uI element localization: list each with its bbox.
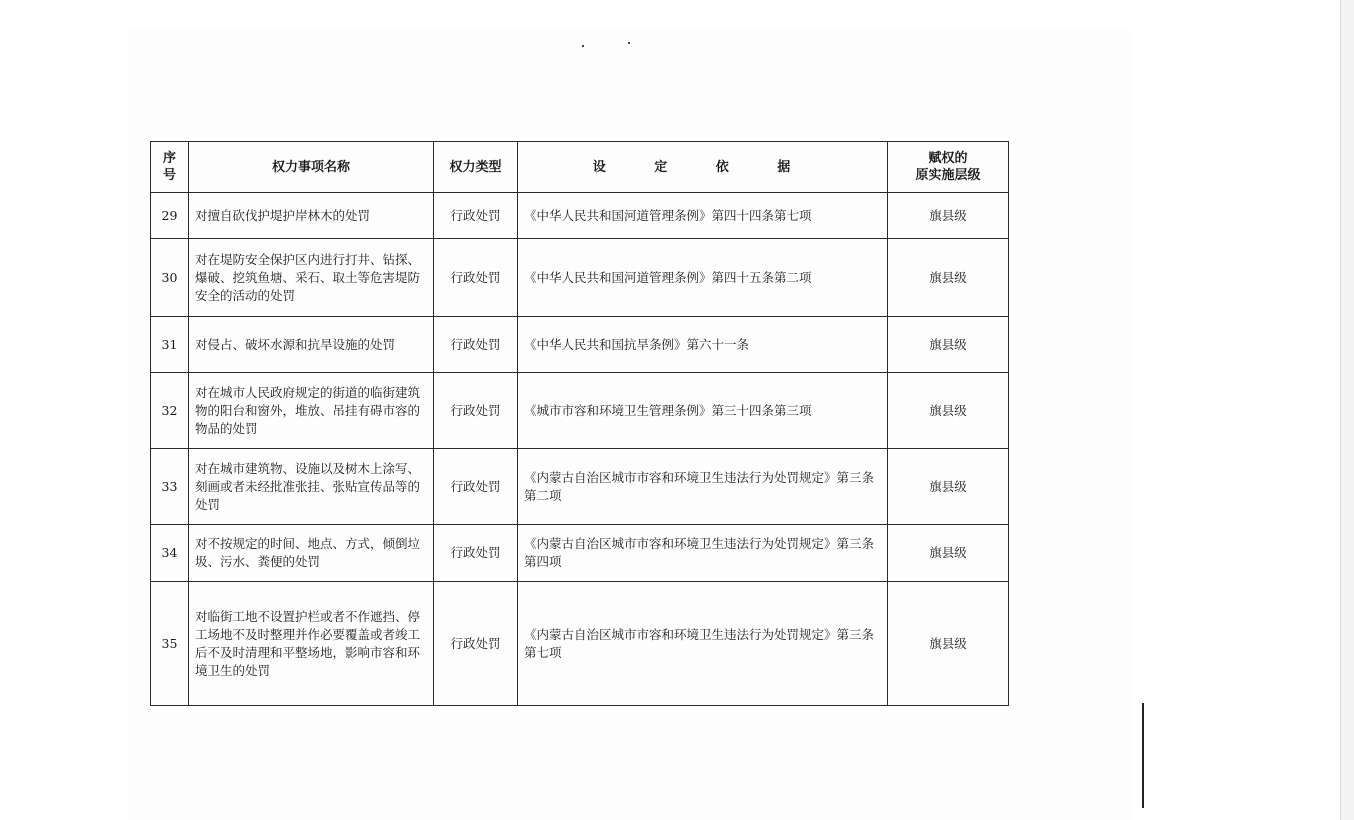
row-item-name: 对擅自砍伐护堤护岸林木的处罚	[189, 193, 434, 239]
row-original-level: 旗县级	[888, 525, 1009, 582]
scan-speck	[582, 45, 584, 47]
row-legal-basis: 《内蒙古自治区城市市容和环境卫生违法行为处罚规定》第三条第七项	[518, 582, 888, 706]
scan-edge-line	[1142, 703, 1144, 808]
row-legal-basis: 《中华人民共和国河道管理条例》第四十四条第七项	[518, 193, 888, 239]
table-row	[151, 193, 1009, 239]
row-item-name: 对临街工地不设置护栏或者不作遮挡、停工场地不及时整理并作必要覆盖或者竣工后不及时清理和平整场地，影响市容和环境卫生的处罚	[189, 582, 434, 706]
row-legal-basis: 《中华人民共和国河道管理条例》第四十五条第二项	[518, 239, 888, 317]
table-row	[151, 239, 1009, 317]
row-power-type: 行政处罚	[434, 525, 518, 582]
row-power-type: 行政处罚	[434, 373, 518, 449]
row-seq: 29	[151, 193, 189, 239]
row-power-type: 行政处罚	[434, 193, 518, 239]
row-original-level: 旗县级	[888, 449, 1009, 525]
row-item-name: 对在堤防安全保护区内进行打井、钻探、爆破、挖筑鱼塘、采石、取土等危害堤防安全的活动的处罚	[189, 239, 434, 317]
vertical-scrollbar[interactable]	[1340, 0, 1354, 820]
row-power-type: 行政处罚	[434, 317, 518, 373]
row-seq: 33	[151, 449, 189, 525]
table-row	[151, 317, 1009, 373]
scan-speck	[628, 42, 630, 44]
row-legal-basis: 《内蒙古自治区城市市容和环境卫生违法行为处罚规定》第三条第四项	[518, 525, 888, 582]
row-original-level: 旗县级	[888, 373, 1009, 449]
power-items-table	[150, 141, 1009, 706]
header-power-type: 权力类型	[434, 142, 518, 193]
row-power-type: 行政处罚	[434, 582, 518, 706]
header-seq: 序 号	[151, 142, 189, 193]
table-row	[151, 525, 1009, 582]
header-original-level: 赋权的 原实施层级	[888, 142, 1009, 193]
row-item-name: 对不按规定的时间、地点、方式，倾倒垃圾、污水、粪便的处罚	[189, 525, 434, 582]
header-item-name: 权力事项名称	[189, 142, 434, 193]
row-original-level: 旗县级	[888, 193, 1009, 239]
row-item-name: 对侵占、破坏水源和抗旱设施的处罚	[189, 317, 434, 373]
row-item-name: 对在城市建筑物、设施以及树木上涂写、刻画或者未经批准张挂、张贴宣传品等的处罚	[189, 449, 434, 525]
table-header-row	[151, 142, 1009, 193]
row-seq: 32	[151, 373, 189, 449]
table-row	[151, 449, 1009, 525]
row-seq: 30	[151, 239, 189, 317]
table-row	[151, 582, 1009, 706]
row-original-level: 旗县级	[888, 239, 1009, 317]
row-seq: 35	[151, 582, 189, 706]
header-legal-basis: 设 定 依 据	[518, 142, 888, 193]
table-row	[151, 373, 1009, 449]
row-legal-basis: 《内蒙古自治区城市市容和环境卫生违法行为处罚规定》第三条第二项	[518, 449, 888, 525]
row-legal-basis: 《城市市容和环境卫生管理条例》第三十四条第三项	[518, 373, 888, 449]
row-original-level: 旗县级	[888, 317, 1009, 373]
row-legal-basis: 《中华人民共和国抗旱条例》第六十一条	[518, 317, 888, 373]
row-power-type: 行政处罚	[434, 449, 518, 525]
row-seq: 34	[151, 525, 189, 582]
row-seq: 31	[151, 317, 189, 373]
row-original-level: 旗县级	[888, 582, 1009, 706]
row-power-type: 行政处罚	[434, 239, 518, 317]
row-item-name: 对在城市人民政府规定的街道的临街建筑物的阳台和窗外，堆放、吊挂有碍市容的物品的处罚	[189, 373, 434, 449]
